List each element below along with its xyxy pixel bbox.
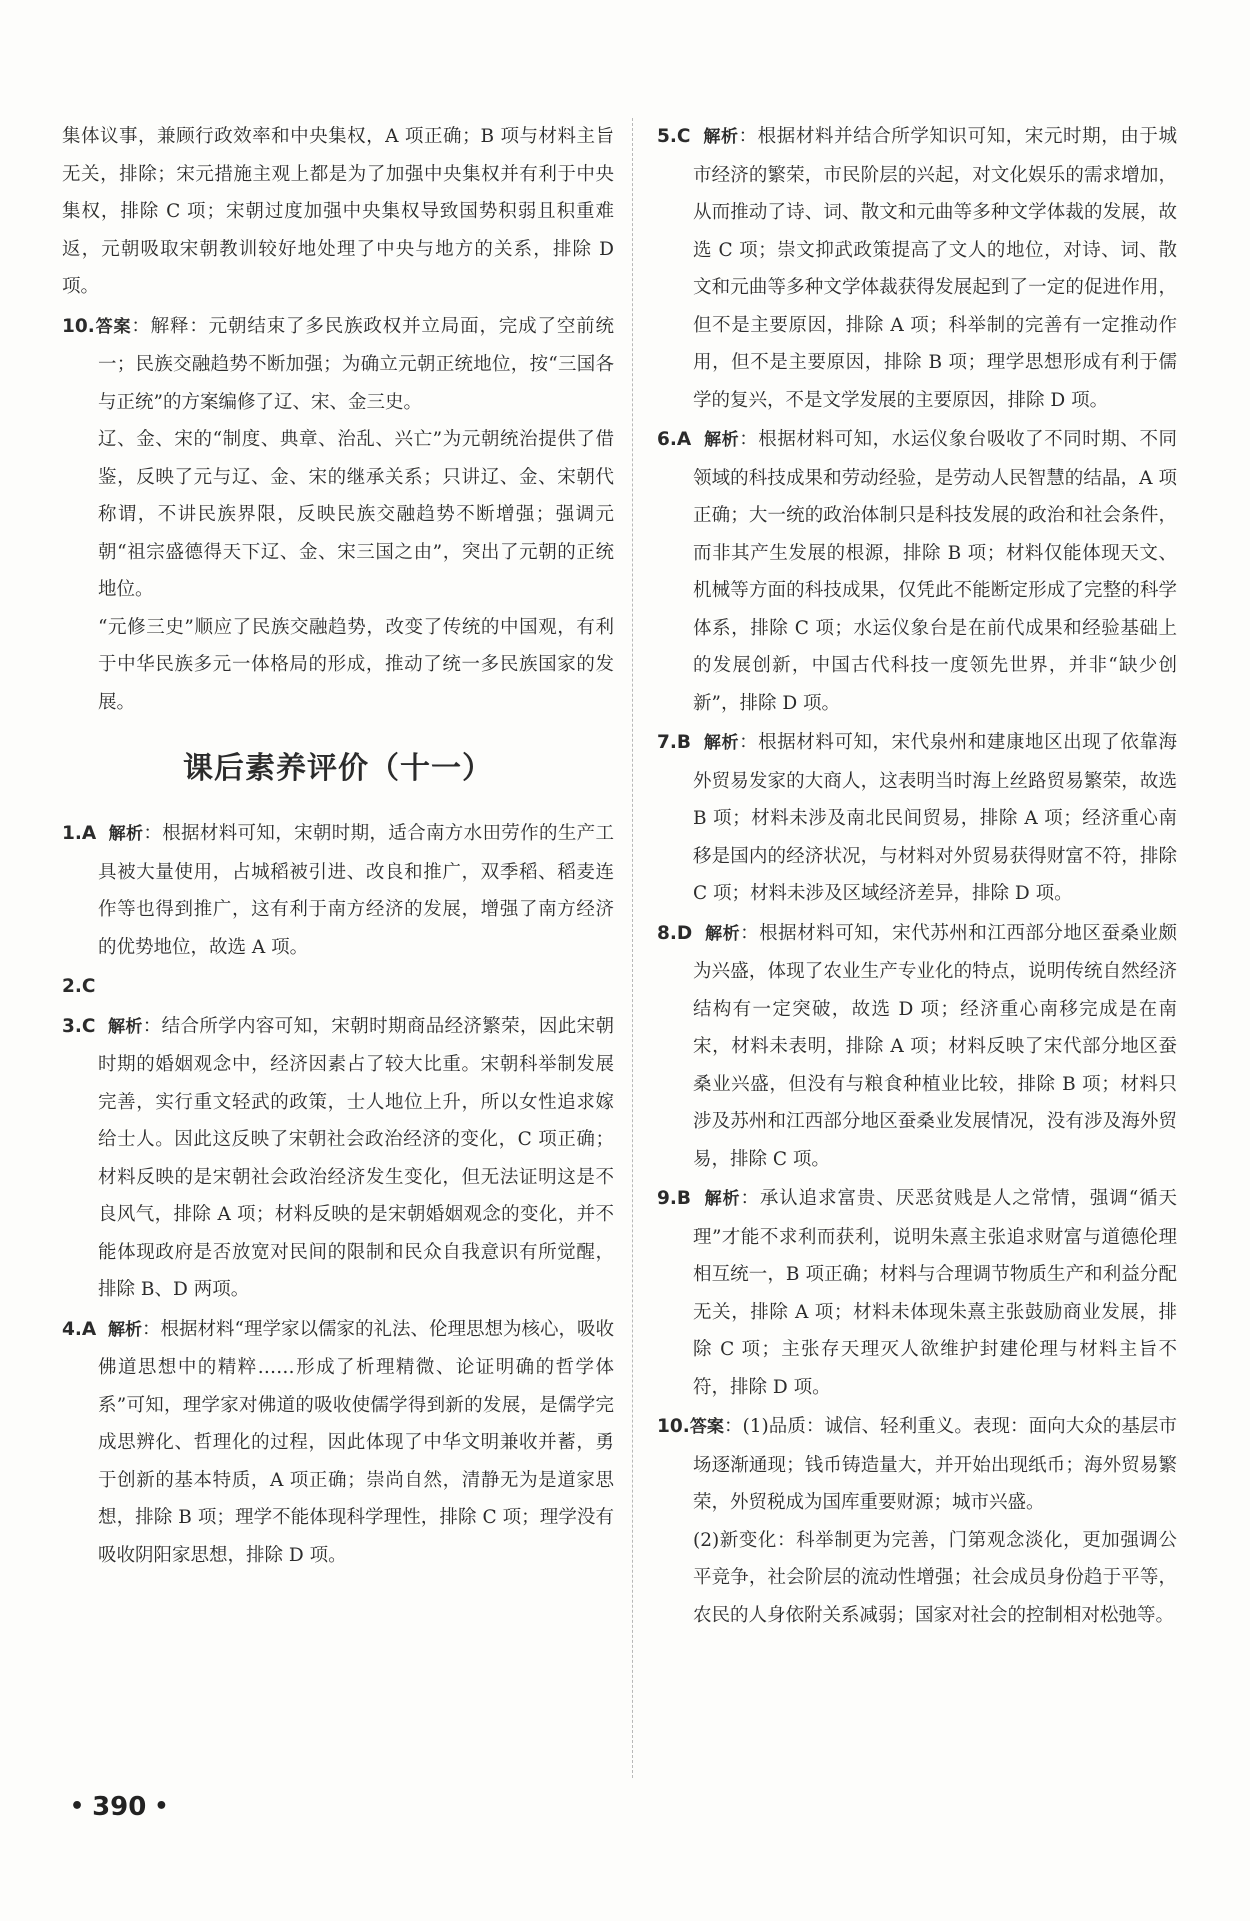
question-2-answer	[62, 968, 614, 1006]
analysis-label: 解析	[704, 430, 740, 450]
analysis-text: ：根据材料可知，宋朝时期，适合南方水田劳作的生产工具被大量使用，占城稻被引进、改良和推广，双季稻、稻麦连作等也得到推广，这有利于南方经济的发展，增强了南方经济的优势地位，故选 A 项。	[98, 823, 615, 958]
analysis-label: 解析	[703, 733, 740, 753]
analysis-label: 解析	[107, 1016, 143, 1037]
question-3-analysis	[62, 1008, 614, 1309]
question-number: 9.B	[657, 1188, 692, 1209]
answer-paragraph-2: 辽、金、宋的“制度、典章、治乱、兴亡”为元朝统治提供了借鉴，反映了元与辽、金、宋的继承关系；只讲辽、金、宋朝代称谓，不讲民族界限，反映民族交融趋势不断增强；强调元朝“祖宗盛德得天下辽、金、宋三国之由”，突出了元朝的正统地位。	[98, 429, 614, 600]
answer-paragraph-3: “元修三史”顺应了民族交融趋势，改变了传统的中国观，有利于中华民族多元一体格局的形成，推动了统一多民族国家的发展。	[98, 616, 614, 713]
answer-text: ：解释：元朝结束了多民族政权并立局面，完成了空前统一；民族交融趋势不断加强；为确立元朝正统地位，按“三国各与正统”的方案编修了辽、宋、金三史。	[98, 315, 614, 413]
right-column	[657, 118, 1177, 1636]
analysis-text: ：根据材料并结合所学知识可知，宋元时期，由于城市经济的繁荣，市民阶层的兴起，对文化娱乐的需求增加，从而推动了诗、词、散文和元曲等多种文学体裁的发展，故选 C 项；崇文抑武政策提高了文人的地位，对诗、词、散文和元曲等多种文学体裁获得发展起到了一定的促进作用，但不是主要原因，排除 A 项；科举制的完善有一定推动作用，但不是主要原因，排除 B 项；理学思想形成有利于儒学的复兴，不是文学发展的主要原因，排除 D 项。	[693, 126, 1177, 411]
question-number: 5.C	[657, 126, 691, 147]
question-6-analysis	[657, 421, 1177, 722]
question-1-analysis	[62, 815, 614, 966]
answer-label: 答案	[689, 1417, 724, 1437]
analysis-text: ：根据材料可知，水运仪象台吸收了不同时期、不同领域的科技成果和劳动经验，是劳动人民智慧的结晶，A 项正确；大一统的政治体制只是科技发展的政治和社会条件，而非其产生发展的根源，排除 B 项；材料仅能体现天文、机械等方面的科技成果，仅凭此不能断定形成了完整的科学体系，排除 C 项；水运仪象台是在前代成果和经验基础上的发展创新，中国古代科技一度领先世界，并非“缺少创新”，排除 D 项。	[693, 429, 1178, 714]
analysis-label: 解析	[704, 1189, 741, 1209]
question-10-answer	[62, 308, 614, 722]
analysis-text: ：结合所学内容可知，宋朝时期商品经济繁荣，因此宋朝时期的婚姻观念中，经济因素占了较大比重。宋朝科举制发展完善，实行重文轻武的政策，士人地位上升，所以女性追求嫁给士人。因此这反映了宋朝社会政治经济的变化，C 项正确；材料反映的是宋朝社会政治经济发生变化，但无法证明这是不良风气，排除 A 项；材料反映的是宋朝婚姻观念的变化，并不能体现政府是否放宽对民间的限制和民众自我意识有所觉醒，排除 B、D 两项。	[98, 1015, 614, 1300]
bullet-dot-icon: •	[70, 1794, 85, 1819]
question-number: 2.C	[62, 976, 96, 997]
analysis-text: ：根据材料可知，宋代泉州和建康地区出现了依靠海外贸易发家的大商人，这表明当时海上丝路贸易繁荣，故选 B 项；材料未涉及南北民间贸易，排除 A 项；经济重心南移是国内的经济状况，与材料对外贸易获得财富不符，排除 C 项；材料未涉及区域经济差异，排除 D 项。	[693, 732, 1178, 904]
question-5-analysis	[657, 118, 1177, 419]
analysis-text: ：根据材料“理学家以儒家的礼法、伦理思想为核心，吸收佛道思想中的精粹……形成了析理精微、论证明确的哲学体系”可知，理学家对佛道的吸收使儒学得到新的发展，是儒学完成思辨化、哲理化的过程，因此体现了中华文明兼收并蓄，勇于创新的基本特质，A 项正确；崇尚自然，清静无为是道家思想，排除 B 项；理学不能体现科学理性，排除 C 项；理学没有吸收阴阳家思想，排除 D 项。	[98, 1318, 615, 1566]
analysis-text: ：根据材料可知，宋代苏州和江西部分地区蚕桑业颇为兴盛，体现了农业生产专业化的特点，说明传统自然经济结构有一定突破，故选 D 项；经济重心南移完成是在南宋，材料未表明，排除 A 项；材料反映了宋代部分地区蚕桑业兴盛，但没有与粮食种植业比较，排除 B 项；材料只涉及苏州和江西部分地区蚕桑业发展情况，没有涉及海外贸易，排除 C 项。	[693, 922, 1177, 1170]
section-title: 课后素养评价（十一）	[183, 751, 493, 786]
continued-answer-paragraph: 集体议事，兼顾行政效率和中央集权，A 项正确；B 项与材料主旨无关，排除；宋元措施主观上都是为了加强中央集权并有利于中央集权，排除 C 项；宋朝过度加强中央集权导致国势积弱且积重难返，元朝吸取宋朝教训较好地处理了中央与地方的关系，排除 D 项。	[62, 126, 614, 297]
question-number: 4.A	[62, 1318, 97, 1340]
analysis-label: 解析	[107, 1319, 142, 1340]
page-number	[62, 1792, 176, 1822]
question-number: 6.A	[657, 429, 692, 450]
analysis-label: 解析	[705, 923, 741, 944]
question-number: 1.A	[62, 823, 97, 844]
question-9-analysis	[657, 1180, 1177, 1406]
answer-label: 答案	[94, 316, 132, 337]
question-7-analysis	[657, 724, 1177, 913]
bullet-dot-icon: •	[154, 1794, 169, 1819]
column-divider	[632, 118, 633, 1778]
question-number: 10.	[657, 1416, 690, 1437]
question-4-analysis	[62, 1311, 614, 1575]
question-number: 10.	[62, 315, 95, 337]
analysis-text: ：承认追求富贵、厌恶贫贱是人之常情，强调“循天理”才能不求利而获利，说明朱熹主张追求财富与道德伦理相互统一，B 项正确；材料与合理调节物质生产和利益分配无关，排除 A 项；材料未体现朱熹主张鼓励商业发展，排除 C 项；主张存天理灭人欲维护封建伦理与材料主旨不符，排除 D 项。	[693, 1188, 1177, 1398]
question-10-answer-right	[657, 1408, 1177, 1634]
analysis-label: 解析	[703, 127, 739, 147]
answer-text: ：(1)品质：诚信、轻利重义。表现：面向大众的基层市场逐渐通现；钱币铸造量大，并开始出现纸币；海外贸易繁荣，外贸税成为国库重要财源；城市兴盛。	[693, 1416, 1178, 1513]
answer-paragraph-2: (2)新变化：科举制更为完善，门第观念淡化，更加强调公平竞争，社会阶层的流动性增强；社会成员身份趋于平等，农民的人身依附关系减弱；国家对社会的控制相对松弛等。	[693, 1529, 1177, 1626]
question-number: 7.B	[657, 732, 692, 753]
analysis-label: 解析	[108, 824, 144, 844]
left-column	[62, 118, 614, 1576]
question-8-analysis	[657, 915, 1177, 1179]
question-number: 3.C	[62, 1015, 96, 1037]
question-number: 8.D	[657, 922, 693, 944]
page-number-text: 390	[92, 1792, 147, 1822]
